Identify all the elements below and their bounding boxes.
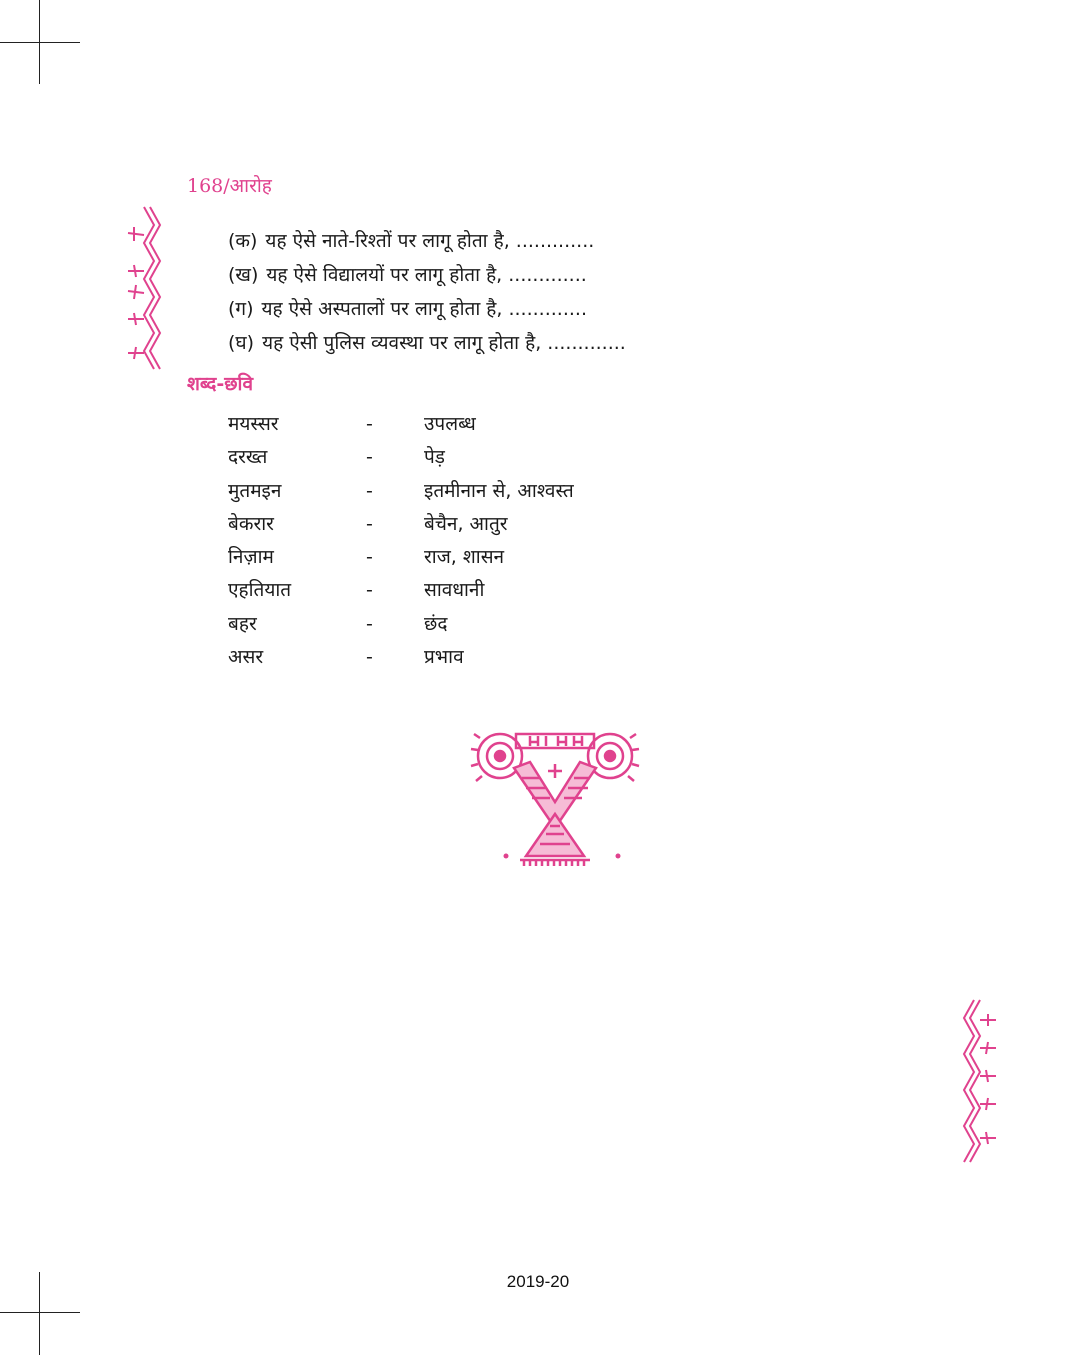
- question-text: यह ऐसे नाते-रिश्तों पर लागू होता है, .............: [265, 230, 595, 252]
- glossary-separator: -: [366, 512, 373, 535]
- glossary-meaning: प्रभाव: [424, 646, 464, 669]
- glossary-row: [228, 508, 574, 541]
- glossary-term: असर: [228, 646, 264, 669]
- glossary-meaning: उपलब्ध: [424, 413, 476, 435]
- zigzag-border-ornament-icon: [958, 998, 1002, 1168]
- glossary-term: एहतियात: [228, 579, 292, 602]
- glossary-meaning: बेचैन, आतुर: [424, 512, 508, 535]
- glossary-row: [228, 641, 574, 674]
- glossary-list: [228, 408, 574, 674]
- glossary-separator: -: [366, 646, 373, 669]
- glossary-term: निज़ाम: [228, 546, 274, 569]
- question-list: [228, 224, 626, 360]
- glossary-separator: -: [366, 479, 373, 502]
- glossary-term: बहर: [228, 612, 257, 635]
- glossary-separator: -: [366, 612, 373, 635]
- glossary-meaning: सावधानी: [424, 579, 485, 602]
- list-item: [228, 326, 626, 360]
- glossary-row: [228, 441, 574, 474]
- list-item: [228, 258, 626, 292]
- glossary-title: शब्द-छवि: [187, 373, 254, 395]
- question-text: यह ऐसे विद्यालयों पर लागू होता है, .............: [266, 264, 587, 286]
- page-number-header: 168/आरोह: [187, 175, 272, 197]
- glossary-term: मयस्सर: [228, 413, 279, 435]
- glossary-meaning: छंद: [424, 612, 448, 635]
- glossary-meaning: राज, शासन: [424, 546, 505, 569]
- question-label: (ग): [228, 298, 254, 320]
- glossary-term: दरख्त: [228, 446, 268, 469]
- glossary-term: बेकरार: [228, 512, 274, 535]
- question-text: यह ऐसे अस्पतालों पर लागू होता है, .............: [261, 298, 587, 320]
- list-item: [228, 292, 626, 326]
- question-label: (क): [228, 230, 258, 252]
- glossary-separator: -: [366, 546, 373, 569]
- question-text: यह ऐसी पुलिस व्यवस्था पर लागू होता है, .............: [262, 332, 626, 354]
- question-label: (घ): [228, 332, 255, 354]
- glossary-row: [228, 408, 574, 441]
- zigzag-border-ornament-icon: [122, 205, 166, 375]
- question-label: (ख): [228, 264, 259, 286]
- glossary-separator: -: [366, 413, 373, 435]
- glossary-row: [228, 541, 574, 574]
- glossary-row: [228, 608, 574, 641]
- glossary-separator: -: [366, 446, 373, 469]
- glossary-separator: -: [366, 579, 373, 602]
- glossary-meaning: पेड़: [424, 446, 445, 469]
- glossary-term: मुतमइन: [228, 479, 282, 502]
- glossary-row: [228, 574, 574, 607]
- list-item: [228, 224, 626, 258]
- glossary-meaning: इतमीनान से, आश्वस्त: [424, 479, 574, 502]
- folk-art-motif-icon: [470, 718, 640, 868]
- glossary-row: [228, 475, 574, 508]
- footer-year: 2019-20: [506, 1272, 570, 1291]
